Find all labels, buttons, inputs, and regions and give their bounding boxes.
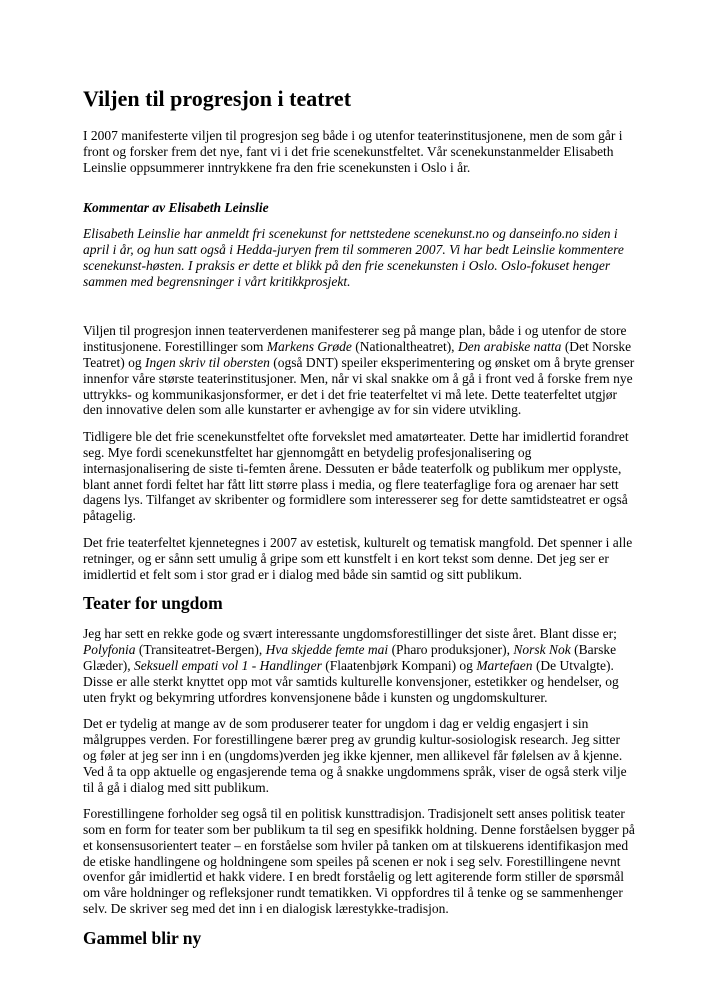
intro-paragraph: I 2007 manifesterte viljen til progresjon seg både i og utenfor teaterinstitusjonene, men de som går i front og forsker frem det nye, fant vi i det frie scenekunstfeltet. Vår scenekunstanmelder Elisabeth Leinslie oppsummerer inntrykkene fra den frie scenekunsten i Oslo i år. (83, 128, 623, 175)
section-heading-teater-for-ungdom: Teater for ungdom (83, 593, 223, 614)
lead-paragraph: Elisabeth Leinslie har anmeldt fri scenekunst for nettstedene scenekunst.no og danseinfo.no siden i april i år, og hun satt også i Hedda-juryen frem til sommeren 2007. Vi har bedt Leinslie kommentere scenekunst-høsten. I praksis er dette et blikk på den frie scenekunsten i Oslo. Oslo-fokuset henger sammen med begrensninger i vårt kritikkprosjekt. (83, 226, 624, 289)
paragraph-profesjonalisering: Tidligere ble det frie scenekunstfeltet ofte forvekslet med amatørteater. Dette har imidlertid forandret seg. Mye fordi scenekunstfeltet har gjennomgått en betydelig profesjonalisering og internasjonalisering de siste ti-femten årene. Dessuten er både teaterfolk og publikum mer opplyste, blant annet fordi feltet har fått litt større plass i media, og flere teaterfaglige fora og arenaer har sett dagens lys. Tilfanget av skribenter og formidlere som interesserer seg for dette samtidsteatret er også påtagelig. (83, 429, 629, 524)
section-heading-gammel-blir-ny: Gammel blir ny (83, 927, 202, 948)
paragraph-ungdomsforestillinger: Jeg har sett en rekke gode og svært interessante ungdomsforestillinger det siste året. Blant disse er; Polyfonia (Transiteatret-Bergen), Hva skjedde femte mai (Pharo produksjoner), Norsk Nok (Barske Glæder), Seksuell empati vol 1 - Handlinger (Flaatenbjørk Kompani) og Martefaen (De Utvalgte). Disse er alle sterkt knyttet opp mot vår samtids kulturelle konvensjoner, estetikker og hendelser, og uten frykt og bekymring utfordres konvensjonene både i kunsten og ungdomskulturer. (83, 626, 619, 705)
paragraph-malgruppe: Det er tydelig at mange av de som produserer teater for ungdom i dag er veldig engasjert i sin målgruppes verden. For forestillingene bærer preg av grundig kultur-sosiologisk research. Jeg sitter og føler at jeg ser inn i en (ungdoms)verden jeg ikke kjenner, men allikevel får følelsen av å kjenne. Ved å ta opp aktuelle og engasjerende tema og å snakke ungdommens språk, viser de også sterk vilje til å gå i dialog med sitt publikum. (83, 716, 627, 795)
article-title: Viljen til progresjon i teatret (83, 86, 352, 111)
article-content (83, 86, 636, 961)
paragraph-mangfold: Det frie teaterfeltet kjennetegnes i 2007 av estetisk, kulturelt og tematisk mangfold. Det spenner i alle retninger, og er sånn sett umulig å gripe som ett kunstfelt i en kort tekst som denne. Det jeg ser er imidlertid et felt som i stor grad er i dialog med både sin samtid og sitt publikum. (83, 534, 633, 582)
paragraph-progresjon-institusjoner: Viljen til progresjon innen teaterverdenen manifesterer seg på mange plan, både i og utenfor de store institusjonene. Forestillinger som Markens Grøde (Nationaltheatret), Den arabiske natta (Det Norske Teatret) og Ingen skriv til obersten (også DNT) speiler eksperimentering og ønsket om å bryte grenser innenfor våre største teaterinstitusjoner. Men, når vi skal snakke om å gå i front ved å forske frem nye uttrykks- og kommunikasjonsformer, er det i det frie teaterfeltet vi må lete. Dette teaterfeltet utgjør den innovative delen som alle kunstarter er avhengige av for sin videre utvikling. (83, 323, 635, 418)
paragraph-politisk-kunsttradisjon: Forestillingene forholder seg også til en politisk kunsttradisjon. Tradisjonelt sett anses politisk teater som en form for teater som ber publikum ta til seg en spesifikk holdning. Denne forståelsen bygger på et konsensusorientert teater – en forståelse som hviler på tanken om at tilskuerens identifikasjon med de etiske handlingene og holdningene som speiles på scenen er nok i seg selv. Forestillingene nevnt ovenfor går imidlertid et hakk videre. I en bredt forståelig og lett agiterende form stiller de spørsmål om våre holdninger og refleksjoner rundt tematikken. Vi oppfordres til å tenke og se sammenhenger selv. De skriver seg med det inn i en dialogisk lærestykke-tradisjon. (83, 806, 635, 917)
byline: Kommentar av Elisabeth Leinslie (83, 200, 269, 216)
